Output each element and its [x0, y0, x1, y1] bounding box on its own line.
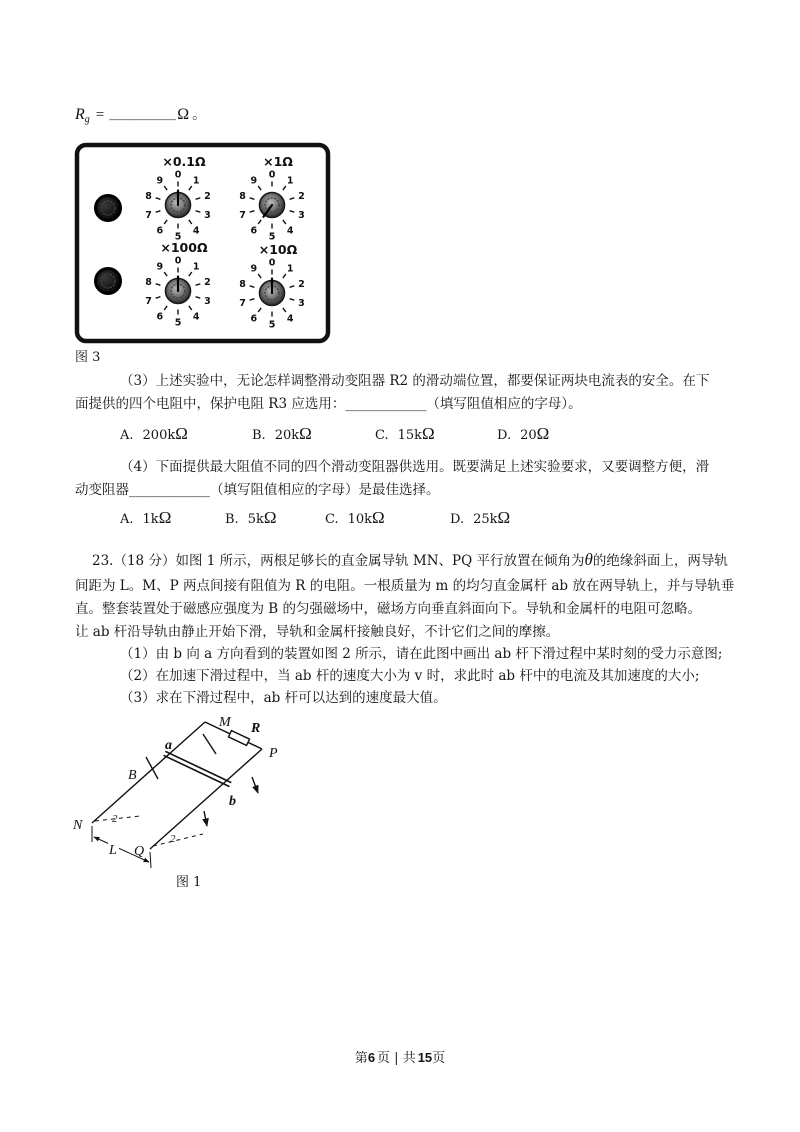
dial-digit: 6 [156, 225, 164, 237]
dial-digit: 5 [174, 231, 182, 243]
dial-tick [283, 274, 286, 278]
dial-tick [156, 284, 161, 286]
label-l: L [109, 843, 117, 858]
rg-answer-line [75, 104, 206, 128]
dial-digit: 1 [286, 175, 294, 187]
dial-tick [189, 272, 192, 276]
label-n: N [73, 818, 83, 833]
terminal-top [96, 196, 121, 221]
dial-x10-ohm [239, 242, 305, 331]
option-value: 25k [473, 512, 498, 527]
q3-option-a [120, 424, 188, 446]
page-footer [0, 1049, 800, 1068]
field-mark-left [146, 757, 158, 779]
option-value: 15k [397, 428, 423, 443]
dial-digit: 7 [145, 296, 152, 308]
dial-digit: 9 [250, 175, 258, 187]
dial-digit: 4 [286, 313, 294, 325]
dial-digit: 8 [239, 190, 246, 202]
dial-digit: 4 [192, 311, 200, 323]
dial-digit: 8 [239, 278, 246, 290]
q3-option-b [252, 424, 312, 446]
q3-option-d [497, 424, 549, 446]
label-b-field: B [128, 768, 137, 783]
dial-digit: 5 [268, 231, 276, 243]
rod-ab-edge-1 [164, 755, 230, 786]
q23-line-1-text: 23.（18 分）如图 1 所示，两根足够长的直金属导轨 MN、PQ 平行放置在倾角为 [92, 553, 585, 569]
option-value: 10k [347, 512, 373, 527]
dial-digit: 2 [298, 190, 305, 202]
option-unit: Ω [372, 508, 385, 527]
figure-3-caption: 图 3 [75, 350, 101, 365]
option-letter: A. [120, 512, 134, 527]
option-letter: C. [325, 512, 339, 527]
footer-middle: 页 | 共 [377, 1051, 416, 1066]
dial-digit: 2 [298, 278, 305, 290]
dial-tick [250, 198, 255, 200]
label-q: Q [134, 844, 145, 859]
figure-3-resistance-box [74, 142, 332, 345]
option-value: 5k [247, 512, 264, 527]
rg-unit: Ω [177, 106, 190, 123]
option-unit: Ω [175, 424, 188, 443]
option-letter: B. [252, 428, 266, 443]
dial-tick [290, 198, 295, 200]
dial-digit: 7 [239, 210, 246, 222]
option-unit: Ω [497, 508, 511, 527]
q4-line-1: （4）下面提供最大阻值不同的四个滑动变阻器供选用。既要满足上述实验要求，又要调整方便，滑 [120, 459, 710, 475]
decade-dials [145, 154, 305, 331]
footer-total-pages: 15 [417, 1050, 433, 1065]
rg-period: 。 [192, 107, 207, 123]
field-mark-right [203, 734, 216, 754]
theta-symbol: θ [584, 550, 593, 569]
dial-digit: 6 [250, 225, 258, 237]
dial-tick [189, 220, 192, 224]
rg-symbol: R [75, 106, 85, 123]
dial-tick [156, 297, 161, 299]
dial-digit: 0 [174, 255, 182, 267]
dial-x0-1-ohm [145, 154, 211, 243]
dimension-tick-q [150, 852, 151, 868]
dial-tick [250, 211, 255, 213]
option-value: 20k [274, 428, 300, 443]
dial-digit: 7 [145, 210, 152, 222]
terminal-bottom [96, 269, 121, 294]
horizontal-ref-n [95, 816, 140, 821]
dial-tick [164, 306, 167, 310]
option-unit: Ω [536, 424, 550, 443]
dial-digit: 0 [174, 169, 182, 181]
dial-digit: 3 [204, 296, 211, 308]
dial-tick [283, 186, 286, 190]
dial-x100-ohm [145, 240, 211, 329]
q3-option-c [375, 424, 435, 446]
q4-option-c [325, 508, 385, 530]
q23-line-1-text-end: 的绝缘斜面上，两导轨 [592, 553, 728, 569]
dial-tick [164, 186, 167, 190]
q4-option-b [225, 508, 276, 530]
angle-mark-q: 2 [170, 833, 176, 845]
label-p: P [269, 746, 278, 761]
dial-digit: 0 [268, 169, 276, 181]
dial-digit: 6 [156, 311, 164, 323]
label-m: M [219, 715, 231, 730]
footer-suffix: 页 [432, 1051, 446, 1066]
dial-tick [283, 220, 286, 224]
dial-tick [250, 286, 255, 288]
q23-line-2: 间距为 L。M、P 两点间接有阻值为 R 的电阻。一根质量为 m 的均匀直金属杆 ab 放在两导轨上，并与导轨垂 [75, 578, 735, 594]
q23-sub-question-3: （3）求在下滑过程中，ab 杆可以达到的速度最大值。 [120, 690, 447, 706]
dial-digit: 3 [298, 210, 305, 222]
q23-line-3: 直。整套装置处于磁感应强度为 B 的匀强磁场中，磁场方向垂直斜面向下。导轨和金属杆的电阻可忽略。 [75, 601, 702, 617]
option-value: 1k [142, 512, 159, 527]
q4-option-d [450, 508, 510, 530]
dial-digit: 9 [156, 261, 164, 273]
footer-page-number: 6 [367, 1050, 376, 1065]
option-letter: A. [120, 428, 134, 443]
dial-digit: 4 [192, 225, 200, 237]
dial-tick [290, 211, 295, 213]
dial-digit: 2 [204, 276, 211, 288]
option-value: 20 [520, 428, 537, 443]
q23-sub-question-2: （2）在加速下滑过程中，当 ab 杆的速度大小为 v 时，求此时 ab 杆中的电流及其加速度的大小; [120, 668, 700, 684]
dial-tick [258, 220, 261, 224]
dial-digit: 3 [298, 298, 305, 310]
dial-digit: 8 [145, 276, 152, 288]
dial-tick [258, 308, 261, 312]
footer-prefix: 第 [354, 1051, 368, 1066]
option-letter: B. [225, 512, 239, 527]
rail-pq [150, 749, 262, 849]
dial-digit: 9 [156, 175, 164, 187]
dial-tick [156, 198, 161, 200]
dial-tick [196, 297, 201, 299]
figure-1-caption: 图 1 [176, 875, 202, 890]
dial-digit: 4 [286, 225, 294, 237]
dial-tick [290, 286, 295, 288]
label-b-end: b [229, 794, 236, 809]
dial-tick [258, 186, 261, 190]
dial-digit: 8 [145, 190, 152, 202]
option-letter: C. [375, 428, 389, 443]
figure-1-rails-diagram [70, 705, 320, 895]
dial-tick [164, 220, 167, 224]
dial-tick [290, 299, 295, 301]
option-letter: D. [450, 512, 465, 527]
dial-tick [164, 272, 167, 276]
dial-digit: 2 [204, 190, 211, 202]
field-arrow-right [252, 777, 258, 793]
dial-digit: 5 [174, 317, 182, 329]
field-arrow-lower [204, 811, 207, 826]
q3-line-2: 面提供的四个电阻中，保护电阻 R3 应选用：____________（填写阻值相应的字母）。 [75, 396, 582, 412]
rg-equals: = [95, 107, 105, 123]
q4-line-2: 动变阻器____________（填写阻值相应的字母）是最佳选择。 [75, 482, 440, 498]
dial-digit: 1 [192, 261, 200, 273]
dial-x1-ohm [239, 154, 305, 243]
dial-tick [283, 308, 286, 312]
q4-option-a [120, 508, 171, 530]
dial-tick [196, 198, 201, 200]
dial-multiplier-label: ×0.1Ω [162, 154, 206, 169]
dial-tick [196, 284, 201, 286]
dial-digit: 5 [268, 319, 276, 331]
dial-digit: 9 [250, 263, 258, 275]
option-unit: Ω [422, 424, 435, 443]
option-letter: D. [497, 428, 512, 443]
dial-digit: 1 [192, 175, 200, 187]
q23-line-4: 让 ab 杆沿导轨由静止开始下滑，导轨和金属杆接触良好，不计它们之间的摩擦。 [75, 624, 560, 640]
dial-multiplier-label: ×1Ω [263, 154, 293, 169]
rg-subscript: g [84, 114, 90, 125]
dial-digit: 7 [239, 298, 246, 310]
dial-tick [196, 211, 201, 213]
q3-line-1: （3）上述实验中，无论怎样调整滑动变阻器 R2 的滑动端位置，都要保证两块电流表的安全。在下 [120, 373, 710, 389]
option-unit: Ω [299, 424, 312, 443]
resistor-r [228, 731, 249, 746]
option-value: 200k [142, 428, 176, 443]
q23-sub-question-1: （1）由 b 向 a 方向看到的装置如图 2 所示，请在此图中画出 ab 杆下滑过程中某时刻的受力示意图; [120, 646, 723, 662]
dial-tick [250, 299, 255, 301]
label-a: a [165, 738, 172, 753]
dial-tick [189, 186, 192, 190]
dial-tick [189, 306, 192, 310]
dial-multiplier-label: ×10Ω [258, 242, 298, 257]
dial-digit: 3 [204, 210, 211, 222]
rail-mn [92, 722, 205, 823]
dial-digit: 1 [286, 263, 294, 275]
option-unit: Ω [263, 508, 277, 527]
rod-ab-edge-2 [165, 751, 231, 782]
dial-tick [156, 211, 161, 213]
rg-answer-blank: __________ [109, 109, 176, 123]
label-r: R [251, 721, 261, 736]
option-unit: Ω [158, 508, 172, 527]
dial-digit: 6 [250, 313, 258, 325]
angle-mark-n: 2 [112, 813, 118, 825]
q23-line-1 [92, 551, 728, 570]
dial-digit: 0 [268, 257, 276, 269]
dial-tick [258, 274, 261, 278]
dial-multiplier-label: ×100Ω [160, 240, 208, 255]
